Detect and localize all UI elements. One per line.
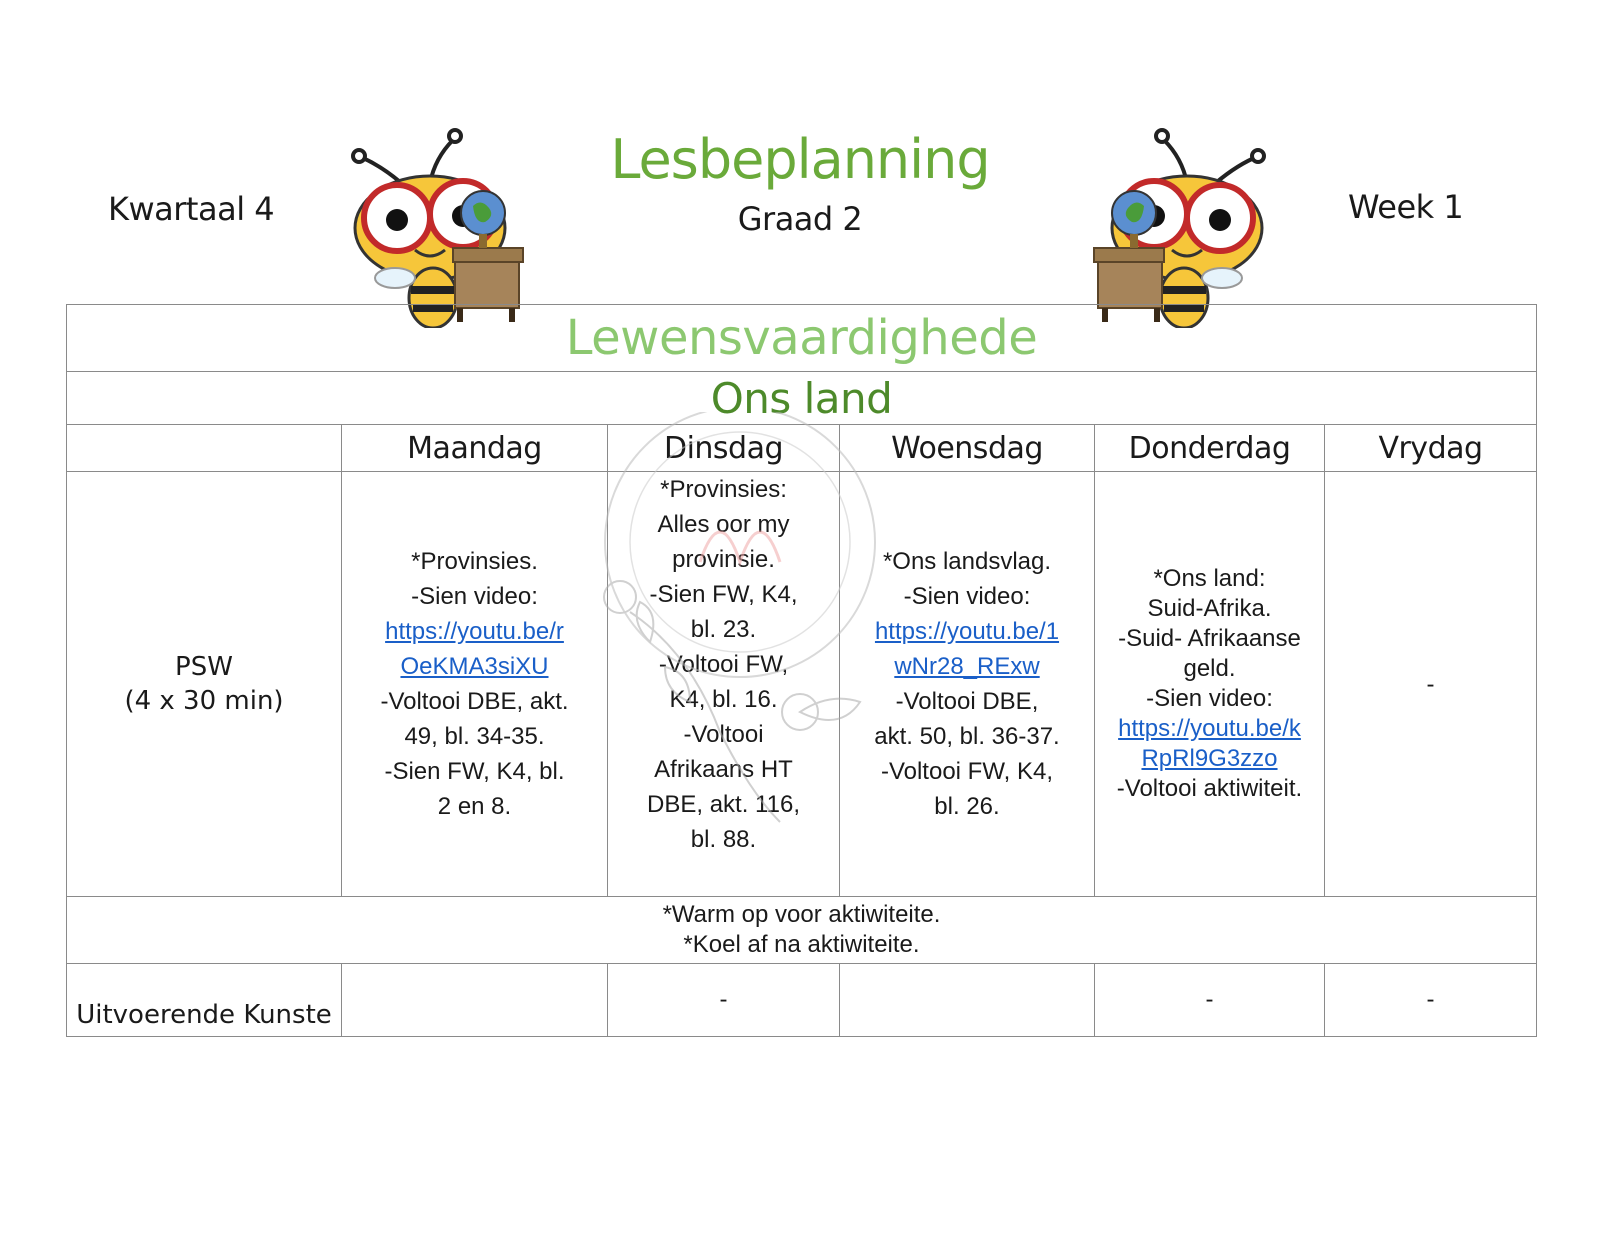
week-label: Week 1 xyxy=(1348,188,1464,226)
empty-header-cell xyxy=(67,425,342,472)
psw-maandag-cell xyxy=(342,472,608,897)
cell-text: -Voltooi FW, xyxy=(658,651,789,678)
cell-text: -Sien FW, K4, xyxy=(649,581,798,608)
cell-text: provinsie. xyxy=(672,546,775,573)
psw-dinsdag-cell xyxy=(608,472,840,897)
day-header-donderdag: Donderdag xyxy=(1095,425,1325,472)
psw-label-name: PSW xyxy=(175,652,233,682)
cell-text: K4, bl. 16. xyxy=(669,686,778,713)
cell-text: Suid-Afrika. xyxy=(1147,595,1272,622)
grade-label: Graad 2 xyxy=(737,200,863,238)
cell-text: -Voltooi aktiwiteit. xyxy=(1116,775,1303,802)
kunste-donderdag-cell: - xyxy=(1095,964,1325,1037)
psw-label xyxy=(67,472,342,897)
kunste-vrydag-cell: - xyxy=(1325,964,1537,1037)
page-title: Lesbeplanning xyxy=(610,128,990,191)
video-link-donderdag[interactable] xyxy=(1095,714,1324,774)
day-header-woensdag: Woensdag xyxy=(840,425,1095,472)
day-header-maandag: Maandag xyxy=(342,425,608,472)
cell-text: -Suid- Afrikaanse xyxy=(1118,625,1301,652)
cell-text: bl. 88. xyxy=(690,826,757,853)
cell-text: DBE, akt. 116, xyxy=(647,791,800,818)
cell-text: -Sien video: xyxy=(903,583,1031,610)
subject-title: Lewensvaardighede xyxy=(67,305,1537,372)
psw-woensdag-cell xyxy=(840,472,1095,897)
note-warm-up: *Warm op voor aktiwiteite. xyxy=(662,901,941,928)
topic-title: Ons land xyxy=(67,372,1537,425)
cell-text: geld. xyxy=(1183,655,1236,682)
cell-text: -Voltooi FW, K4, xyxy=(880,758,1054,785)
psw-label-duration: (4 x 30 min) xyxy=(124,686,284,716)
cell-text: -Sien FW, K4, bl. xyxy=(384,758,565,785)
link-text[interactable]: OeKMA3siXU xyxy=(400,653,549,680)
kunste-label: Uitvoerende Kunste xyxy=(67,964,342,1037)
cell-text: -Voltooi xyxy=(683,721,764,748)
cell-text: *Provinsies: xyxy=(660,476,787,503)
link-text[interactable]: RpRl9G3zzo xyxy=(1141,745,1278,772)
activity-notes xyxy=(67,897,1537,964)
note-cool-down: *Koel af na aktiwiteite. xyxy=(683,931,920,958)
psw-vrydag-cell: - xyxy=(1325,472,1537,897)
video-link-maandag[interactable] xyxy=(342,614,607,684)
cell-text: Afrikaans HT xyxy=(654,756,793,783)
kunste-dinsdag-cell: - xyxy=(608,964,840,1037)
link-text[interactable]: https://youtu.be/k xyxy=(1118,715,1301,742)
cell-text: -Sien video: xyxy=(1146,685,1273,712)
link-text[interactable]: https://youtu.be/1 xyxy=(874,618,1060,645)
cell-text: 49, bl. 34-35. xyxy=(404,723,545,750)
lesson-plan-table xyxy=(66,304,1537,1037)
link-text[interactable]: https://youtu.be/r xyxy=(385,618,564,645)
psw-donderdag-cell xyxy=(1095,472,1325,897)
cell-text: 2 en 8. xyxy=(437,793,512,820)
cell-text: akt. 50, bl. 36-37. xyxy=(874,723,1060,750)
day-header-dinsdag: Dinsdag xyxy=(608,425,840,472)
cell-text: Alles oor my xyxy=(657,511,790,538)
video-link-woensdag[interactable] xyxy=(840,614,1094,684)
link-text[interactable]: wNr28_RExw xyxy=(894,653,1040,680)
cell-text: bl. 26. xyxy=(934,793,1000,820)
cell-text: *Ons landsvlag. xyxy=(882,548,1052,575)
cell-text: -Voltooi DBE, xyxy=(895,688,1039,715)
kunste-woensdag-cell xyxy=(840,964,1095,1037)
day-header-vrydag: Vrydag xyxy=(1325,425,1537,472)
cell-text: -Voltooi DBE, akt. xyxy=(380,688,569,715)
quarter-label: Kwartaal 4 xyxy=(108,190,275,228)
bee-icon-left xyxy=(345,128,535,328)
cell-text: *Ons land: xyxy=(1153,565,1266,592)
bee-icon-right xyxy=(1082,128,1272,328)
cell-text: -Sien video: xyxy=(411,583,538,610)
cell-text: *Provinsies. xyxy=(411,548,538,575)
kunste-maandag-cell xyxy=(342,964,608,1037)
cell-text: bl. 23. xyxy=(690,616,757,643)
